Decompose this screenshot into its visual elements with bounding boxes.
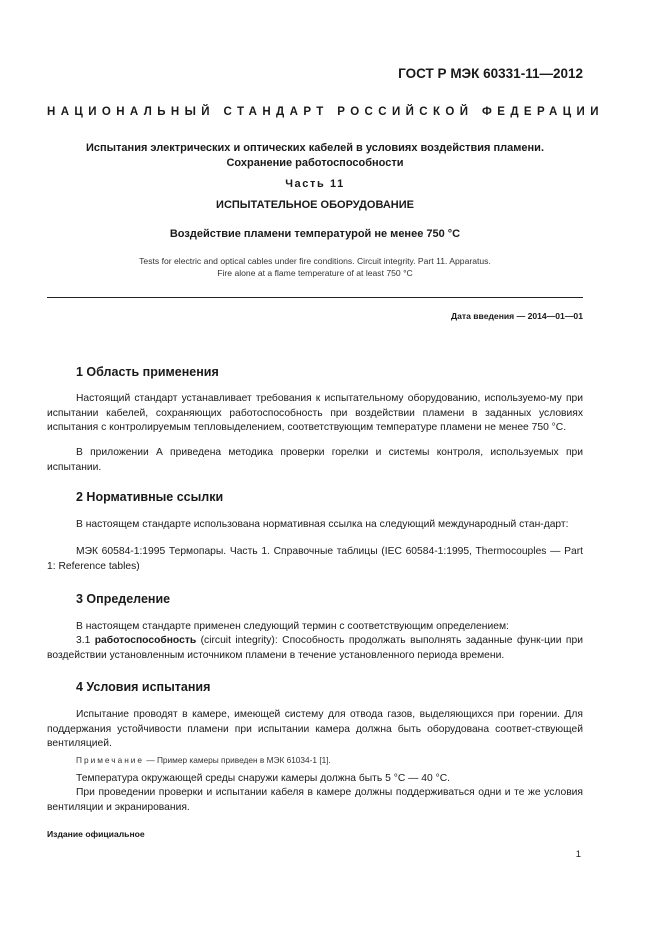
section-4-paragraph-3: При проведении проверки и испытании кабеля в камере должны поддерживаться одни и те же условия вентиляции и экранирования. bbox=[47, 787, 583, 813]
official-edition-label: Издание официальное bbox=[47, 829, 145, 839]
title-line-2: Сохранение работоспособности bbox=[226, 157, 404, 169]
part-label: Часть 11 bbox=[285, 178, 345, 190]
english-title-line-2: Fire alone at a flame temperature of at least 750 °С bbox=[217, 268, 413, 278]
section-3-heading: 3 Определение bbox=[76, 592, 171, 606]
term-number: 3.1 bbox=[76, 635, 91, 646]
term-definition bbox=[47, 634, 583, 663]
section-3-paragraph-1: В настоящем стандарте применен следующий термин с соответствующим определением: bbox=[76, 621, 509, 632]
term-name: работоспособность bbox=[94, 635, 197, 646]
subtitle: Воздействие пламени температурой не менее 750 °С bbox=[169, 228, 461, 240]
note bbox=[76, 755, 331, 765]
note-label: Примечание bbox=[76, 755, 145, 765]
section-1-heading: 1 Область применения bbox=[76, 365, 219, 379]
page-number: 1 bbox=[575, 849, 581, 860]
english-title-line-1: Tests for electric and optical cables under fire conditions. Circuit integrity. Part 11. Apparatus. bbox=[139, 256, 491, 266]
section-4-heading: 4 Условия испытания bbox=[76, 680, 211, 694]
section-2-reference: МЭК 60584-1:1995 Термопары. Часть 1. Справочные таблицы (IEC 60584-1:1995, Thermocouples — Part 1: Reference tables) bbox=[47, 546, 583, 572]
national-standard-banner: НАЦИОНАЛЬНЫЙ СТАНДАРТ РОССИЙСКОЙ ФЕДЕРАЦИИ bbox=[47, 106, 604, 118]
section-4-paragraph-1: Испытание проводят в камере, имеющей систему для отвода газов, выделяющихся при горении. Для поддержания устойчивости пламени при испытании камера должна быть оборудована соответ-ствующей вентиляцией. bbox=[47, 709, 583, 750]
part-title: ИСПЫТАТЕЛЬНОЕ ОБОРУДОВАНИЕ bbox=[216, 199, 414, 211]
section-2-paragraph-1: В настоящем стандарте использована нормативная ссылка на следующий международный стан-дарт: bbox=[76, 519, 569, 530]
section-4-paragraph-2: Температура окружающей среды снаружи камеры должна быть 5 °С — 40 °С. bbox=[76, 773, 451, 784]
title-line-1: Испытания электрических и оптических кабелей в условиях воздействия пламени. bbox=[85, 142, 544, 154]
document-code: ГОСТ Р МЭК 60331-11—2012 bbox=[398, 66, 583, 81]
section-1-paragraph-1: Настоящий стандарт устанавливает требования к испытательному оборудованию, используемо-му при испытании кабелей, сохраняющих работоспособность при воздействии пламени в заданных условиях испытания с контролируемым тепловыделением, соответствующим температуре пламени не менее 750 °С. bbox=[47, 393, 583, 434]
section-1-paragraph-2: В приложении А приведена методика проверки горелки и системы контроля, используемых при испытании. bbox=[47, 447, 583, 473]
section-2-heading: 2 Нормативные ссылки bbox=[76, 490, 224, 504]
introduction-date: Дата введения — 2014—01—01 bbox=[450, 311, 583, 321]
term-definition-text: (circuit integrity): Способность продолжать выполнять заданные функ-ции при воздействии установленным источником пламени в течение установленного периода времени. bbox=[47, 635, 583, 661]
horizontal-divider bbox=[47, 297, 583, 298]
note-text: — Пример камеры приведен в МЭК 61034-1 [1]. bbox=[146, 755, 331, 765]
